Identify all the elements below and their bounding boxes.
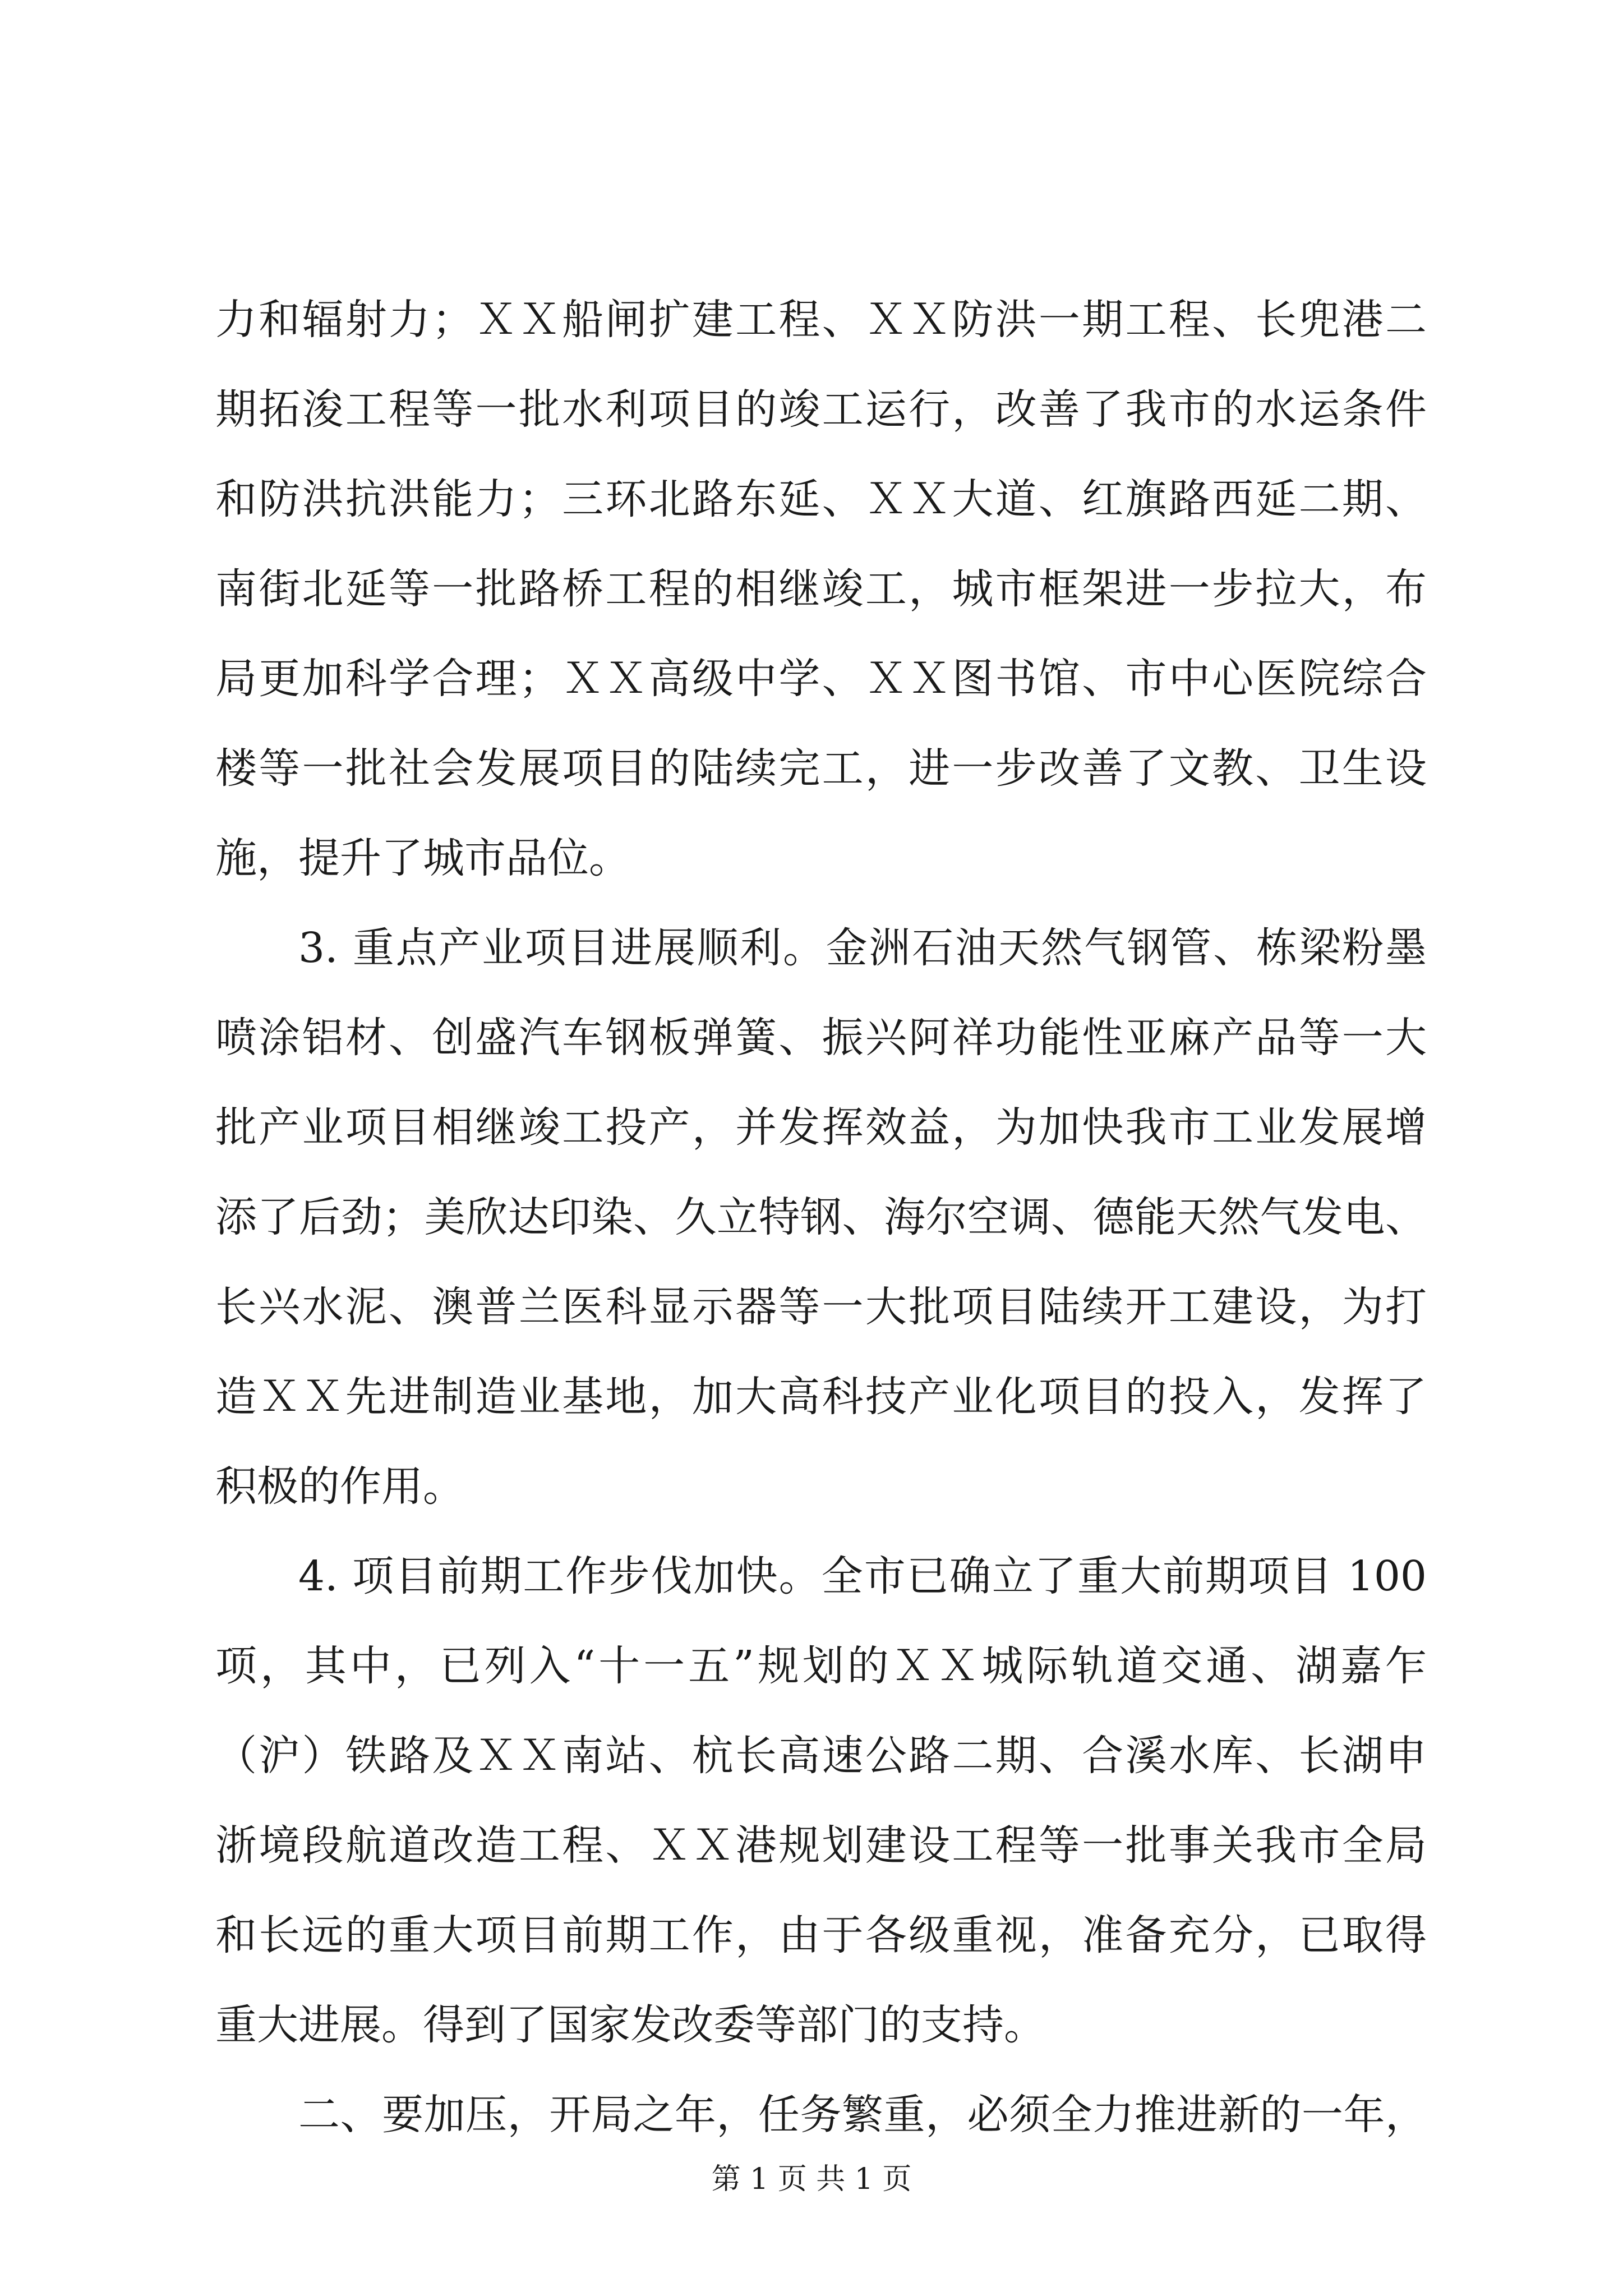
text-line: 力和辐射力；ＸＸ船闸扩建工程、ＸＸ防洪一期工程、长兜港二 [215,296,1427,344]
paragraph-start-line: 3. 重点产业项目进展顺利。金洲石油天然气钢管、栋梁粉墨 [298,924,1427,972]
text-line: 喷涂铝材、创盛汽车钢板弹簧、振兴阿祥功能性亚麻产品等一大 [215,1014,1427,1062]
text-line: 施，提升了城市品位。 [215,834,630,882]
text-line: 局更加科学合理；ＸＸ高级中学、ＸＸ图书馆、市中心医院综合 [215,655,1427,703]
text-line: 和长远的重大项目前期工作，由于各级重视，准备充分，已取得 [215,1911,1427,1959]
text-line: 楼等一批社会发展项目的陆续完工，进一步改善了文教、卫生设 [215,744,1427,793]
text-line: 积极的作用。 [215,1462,464,1511]
text-line: 期拓浚工程等一批水利项目的竣工运行，改善了我市的水运条件 [215,385,1427,434]
text-line: 南街北延等一批路桥工程的相继竣工，城市框架进一步拉大，布 [215,565,1427,613]
text-line: 浙境段航道改造工程、ＸＸ港规划建设工程等一批事关我市全局 [215,1821,1427,1870]
text-line: 和防洪抗洪能力；三环北路东延、ＸＸ大道、红旗路西延二期、 [215,475,1427,523]
text-line: 长兴水泥、澳普兰医科显示器等一大批项目陆续开工建设，为打 [215,1283,1427,1331]
text-line: 项，其中，已列入“十一五”规划的ＸＸ城际轨道交通、湖嘉乍 [215,1642,1427,1690]
paragraph-start-line: 二、要加压，开局之年，任务繁重，必须全力推进新的一年， [298,2091,1427,2139]
paragraph-start-line: 4. 项目前期工作步伐加快。全市已确立了重大前期项目 100 [298,1552,1427,1600]
text-line: 重大进展。得到了国家发改委等部门的支持。 [215,2001,1045,2049]
page-footer: 第 1 页 共 1 页 [711,2162,912,2196]
text-line: （沪）铁路及ＸＸ南站、杭长高速公路二期、合溪水库、长湖申 [215,1732,1427,1780]
text-line: 批产业项目相继竣工投产，并发挥效益，为加快我市工业发展增 [215,1103,1427,1152]
text-line: 造ＸＸ先进制造业基地，加大高科技产业化项目的投入，发挥了 [215,1373,1427,1421]
text-line: 添了后劲；美欣达印染、久立特钢、海尔空调、德能天然气发电、 [215,1193,1427,1241]
